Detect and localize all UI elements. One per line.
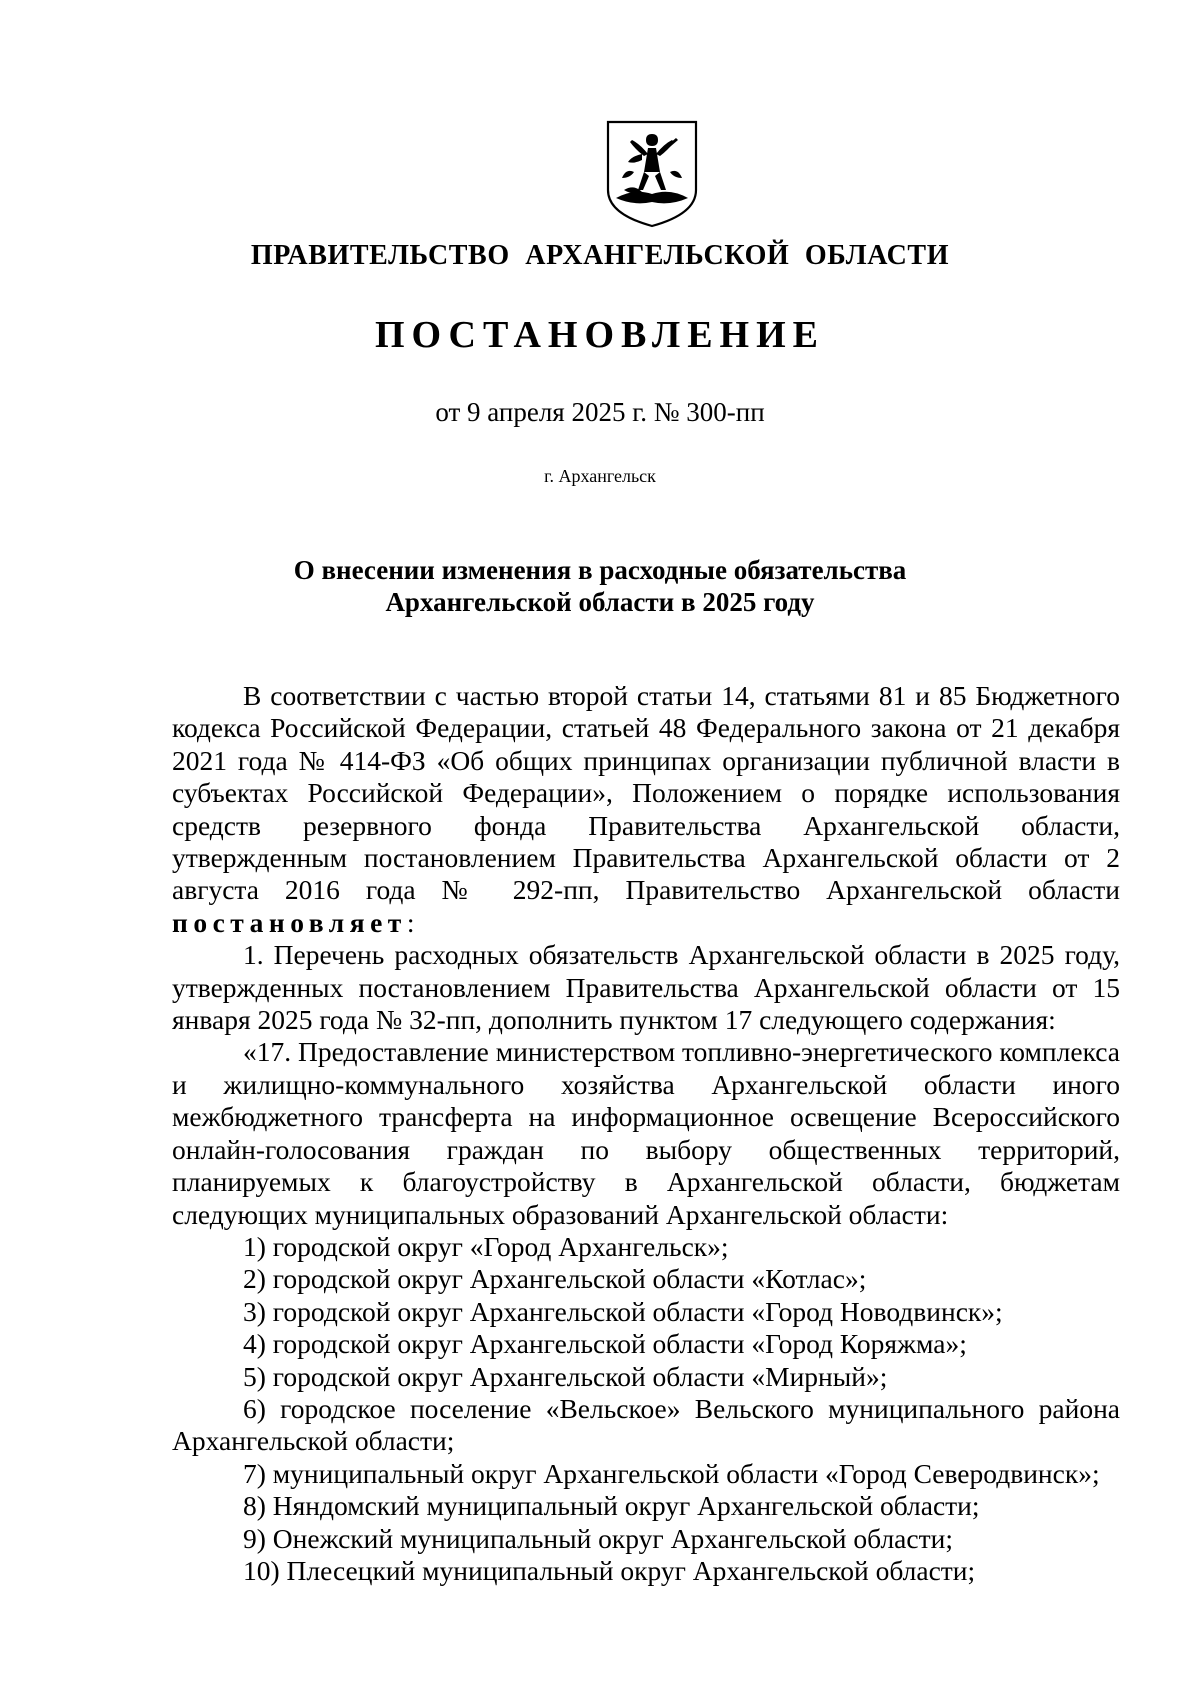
list-item: 8) Няндомский муниципальный округ Архангельской области; [243, 1490, 980, 1522]
list-item: 2) городской округ Архангельской области «Котлас»; [243, 1263, 867, 1295]
document-title [0, 554, 1200, 618]
document-date-number: от 9 апреля 2025 г. № 300-пп [435, 397, 765, 427]
list-item: 5) городской округ Архангельской области «Мирный»; [243, 1360, 888, 1392]
organization-name: ПРАВИТЕЛЬСТВО АРХАНГЕЛЬСКОЙ ОБЛАСТИ [250, 240, 950, 271]
paragraph-1: 1. Перечень расходных обязательств Архангельской области в 2025 году, утвержденных постановлением Правительства Архангельской области от 15 января 2025 года № 32-пп, дополнить пунктом 17 следующего содержания: [172, 939, 1120, 1036]
list-item: 4) городской округ Архангельской области «Город Коряжма»; [243, 1328, 967, 1360]
list-item: 7) муниципальный округ Архангельской области «Город Северодвинск»; [243, 1457, 1100, 1489]
document-title-line-1: О внесении изменения в расходные обязательства [293, 555, 907, 585]
preamble-paragraph [172, 680, 1120, 939]
list-item: 3) городской округ Архангельской области «Город Новодвинск»; [243, 1295, 1003, 1327]
paragraph-17: «17. Предоставление министерством топливно-энергетического комплекса и жилищно-коммунального хозяйства Архангельской области иного межбюджетного трансферта на информационное освещение Всероссийского онлайн-голосования граждан по выбору общественных территорий, планируемых к благоустройству в Архангельской области, бюджетам следующих муниципальных образований Архангельской области: [172, 1036, 1120, 1230]
document-type: ПОСТАНОВЛЕНИЕ [374, 314, 826, 356]
preamble-tail: : [406, 906, 415, 938]
preamble-text: В соответствии с частью второй статьи 14, статьями 81 и 85 Бюджетного кодекса Российской Федерации, статьей 48 Федерального закона от 21 декабря 2021 года № 414-ФЗ «Об общих принципах организации публичной власти в субъектах Российской Федерации», Положением о порядке использования средств резервного фонда Правительства Архангельской области, утвержденным постановлением Правительства Архангельской области от 2 августа 2016 года № 292-пп, Правительство Архангельской области [172, 680, 1120, 906]
list-item: 10) Плесецкий муниципальный округ Архангельской области; [243, 1554, 976, 1586]
document-body [172, 680, 1120, 1587]
document-city: г. Архангельск [544, 466, 656, 486]
coat-of-arms-icon [602, 118, 702, 230]
document-title-line-2: Архангельской области в 2025 году [385, 587, 815, 617]
list-item: 9) Онежский муниципальный округ Архангельской области; [243, 1522, 953, 1554]
preamble-keyword: постановляет [172, 906, 407, 938]
list-item: 6) городское поселение «Вельское» Вельского муниципального района Архангельской области; [172, 1392, 1120, 1457]
list-item: 1) городской округ «Город Архангельск»; [243, 1230, 729, 1262]
